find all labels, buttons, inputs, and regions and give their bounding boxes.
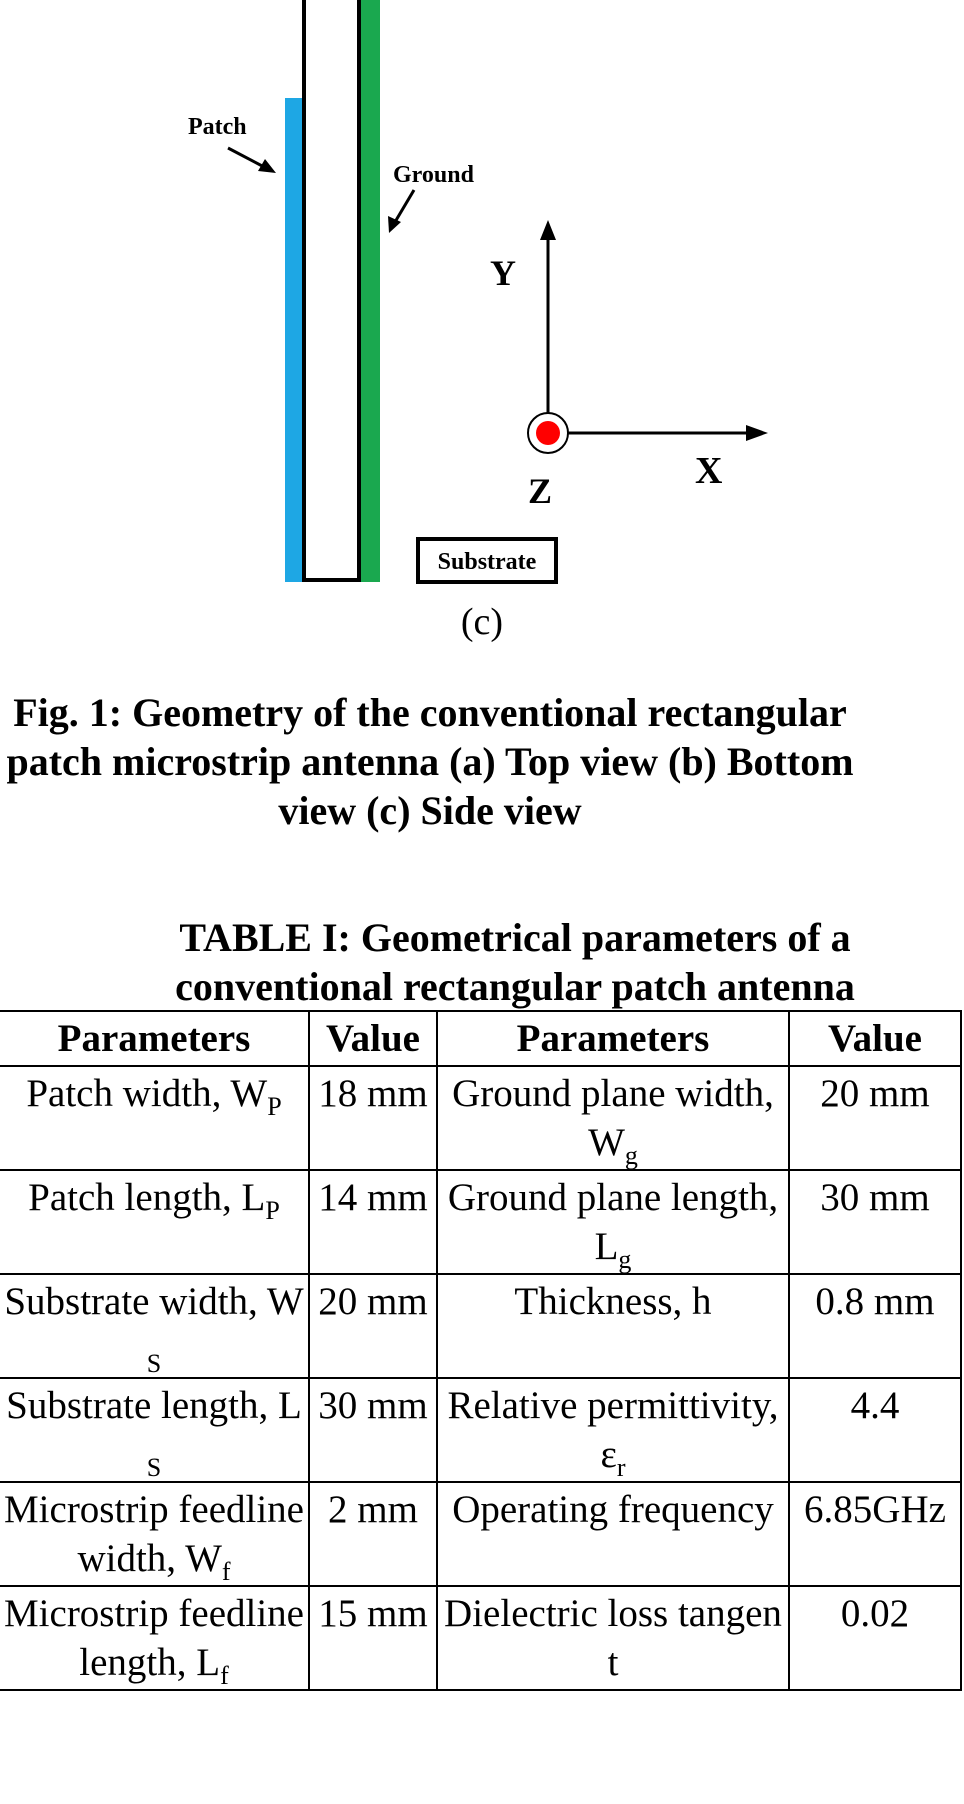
patch-label: Patch xyxy=(188,114,247,140)
parameter-value-cell: 4.4 xyxy=(789,1378,961,1482)
subscript: r xyxy=(616,1452,626,1482)
parameter-value-cell: 2 mm xyxy=(309,1482,437,1586)
subscript: S xyxy=(146,1452,162,1482)
header-value: Value xyxy=(309,1011,437,1066)
subscript: P xyxy=(265,1195,280,1225)
parameter-name-cell: Substrate length, $L_S$ xyxy=(0,1378,309,1482)
ground-arrow-icon xyxy=(388,190,414,233)
subscript: g xyxy=(618,1244,632,1274)
parameter-name-cell: Dielectric loss tangent xyxy=(437,1586,789,1690)
parameter-name-cell: Ground plane length, $L_g$ xyxy=(437,1170,789,1274)
subscript: g xyxy=(624,1140,638,1170)
table-caption: TABLE I: Geometrical parameters of a conventional rectangular patch antenna xyxy=(175,915,855,1009)
table-row xyxy=(0,1066,961,1170)
table-row xyxy=(0,1378,961,1482)
header-value: Value xyxy=(789,1011,961,1066)
parameter-value-cell: 6.85GHz xyxy=(789,1482,961,1586)
subscript: f xyxy=(221,1556,231,1586)
parameter-name-cell: Thickness, h xyxy=(437,1274,789,1378)
parameter-name-cell: Patch width, $W_P$ xyxy=(0,1066,309,1170)
substrate-layer xyxy=(304,0,359,580)
header-parameters: Parameters xyxy=(437,1011,789,1066)
table-row xyxy=(0,1482,961,1586)
y-axis-arrow-icon xyxy=(540,220,556,430)
parameters-table xyxy=(0,1010,962,1691)
ground-label: Ground xyxy=(393,162,474,188)
x-axis-arrow-icon xyxy=(548,425,768,441)
table-row xyxy=(0,1170,961,1274)
parameter-name-cell: Microstrip feedline length, $L_f$ xyxy=(0,1586,309,1690)
subscript: P xyxy=(267,1091,282,1121)
parameter-name-cell: Patch length, $L_P$ xyxy=(0,1170,309,1274)
ground-layer xyxy=(361,0,380,582)
subscript: S xyxy=(146,1348,162,1378)
table-row xyxy=(0,1274,961,1378)
patch-layer xyxy=(285,98,303,582)
figure-caption: Fig. 1: Geometry of the conventional rectangular patch microstrip antenna (a) Top view (b) Bottom view (c) Side view xyxy=(6,690,854,833)
parameter-name-cell: Ground plane width, $W_g$ xyxy=(437,1066,789,1170)
parameter-value-cell: 0.02 xyxy=(789,1586,961,1690)
parameter-value-cell: 18 mm xyxy=(309,1066,437,1170)
parameter-value-cell: 15 mm xyxy=(309,1586,437,1690)
parameter-value-cell: 0.8 mm xyxy=(789,1274,961,1378)
table-header-row xyxy=(0,1011,961,1066)
subscript: f xyxy=(220,1660,229,1690)
table-body xyxy=(0,1066,961,1690)
parameter-name-cell: Operating frequency xyxy=(437,1482,789,1586)
z-axis-out-of-page-icon xyxy=(528,413,568,453)
parameter-value-cell: 30 mm xyxy=(789,1170,961,1274)
substrate-label: Substrate xyxy=(437,549,537,575)
antenna-side-view-figure xyxy=(0,0,964,620)
parameter-value-cell: 14 mm xyxy=(309,1170,437,1274)
header-parameters: Parameters xyxy=(0,1011,309,1066)
parameter-value-cell: 20 mm xyxy=(789,1066,961,1170)
parameter-value-cell: 30 mm xyxy=(309,1378,437,1482)
parameter-name-cell: Relative permittivity, $\varepsilon_r$ xyxy=(437,1378,789,1482)
panel-label: (c) xyxy=(460,601,504,643)
table-row xyxy=(0,1586,961,1690)
z-axis-label: Z xyxy=(528,471,553,511)
parameter-name-cell: Microstrip feedline width, $W_f$ xyxy=(0,1482,309,1586)
y-axis-label: Y xyxy=(490,253,516,293)
patch-arrow-icon xyxy=(228,148,276,173)
parameter-value-cell: 20 mm xyxy=(309,1274,437,1378)
parameter-name-cell: Substrate width, $W_S$ xyxy=(0,1274,309,1378)
x-axis-label: X xyxy=(695,450,723,492)
